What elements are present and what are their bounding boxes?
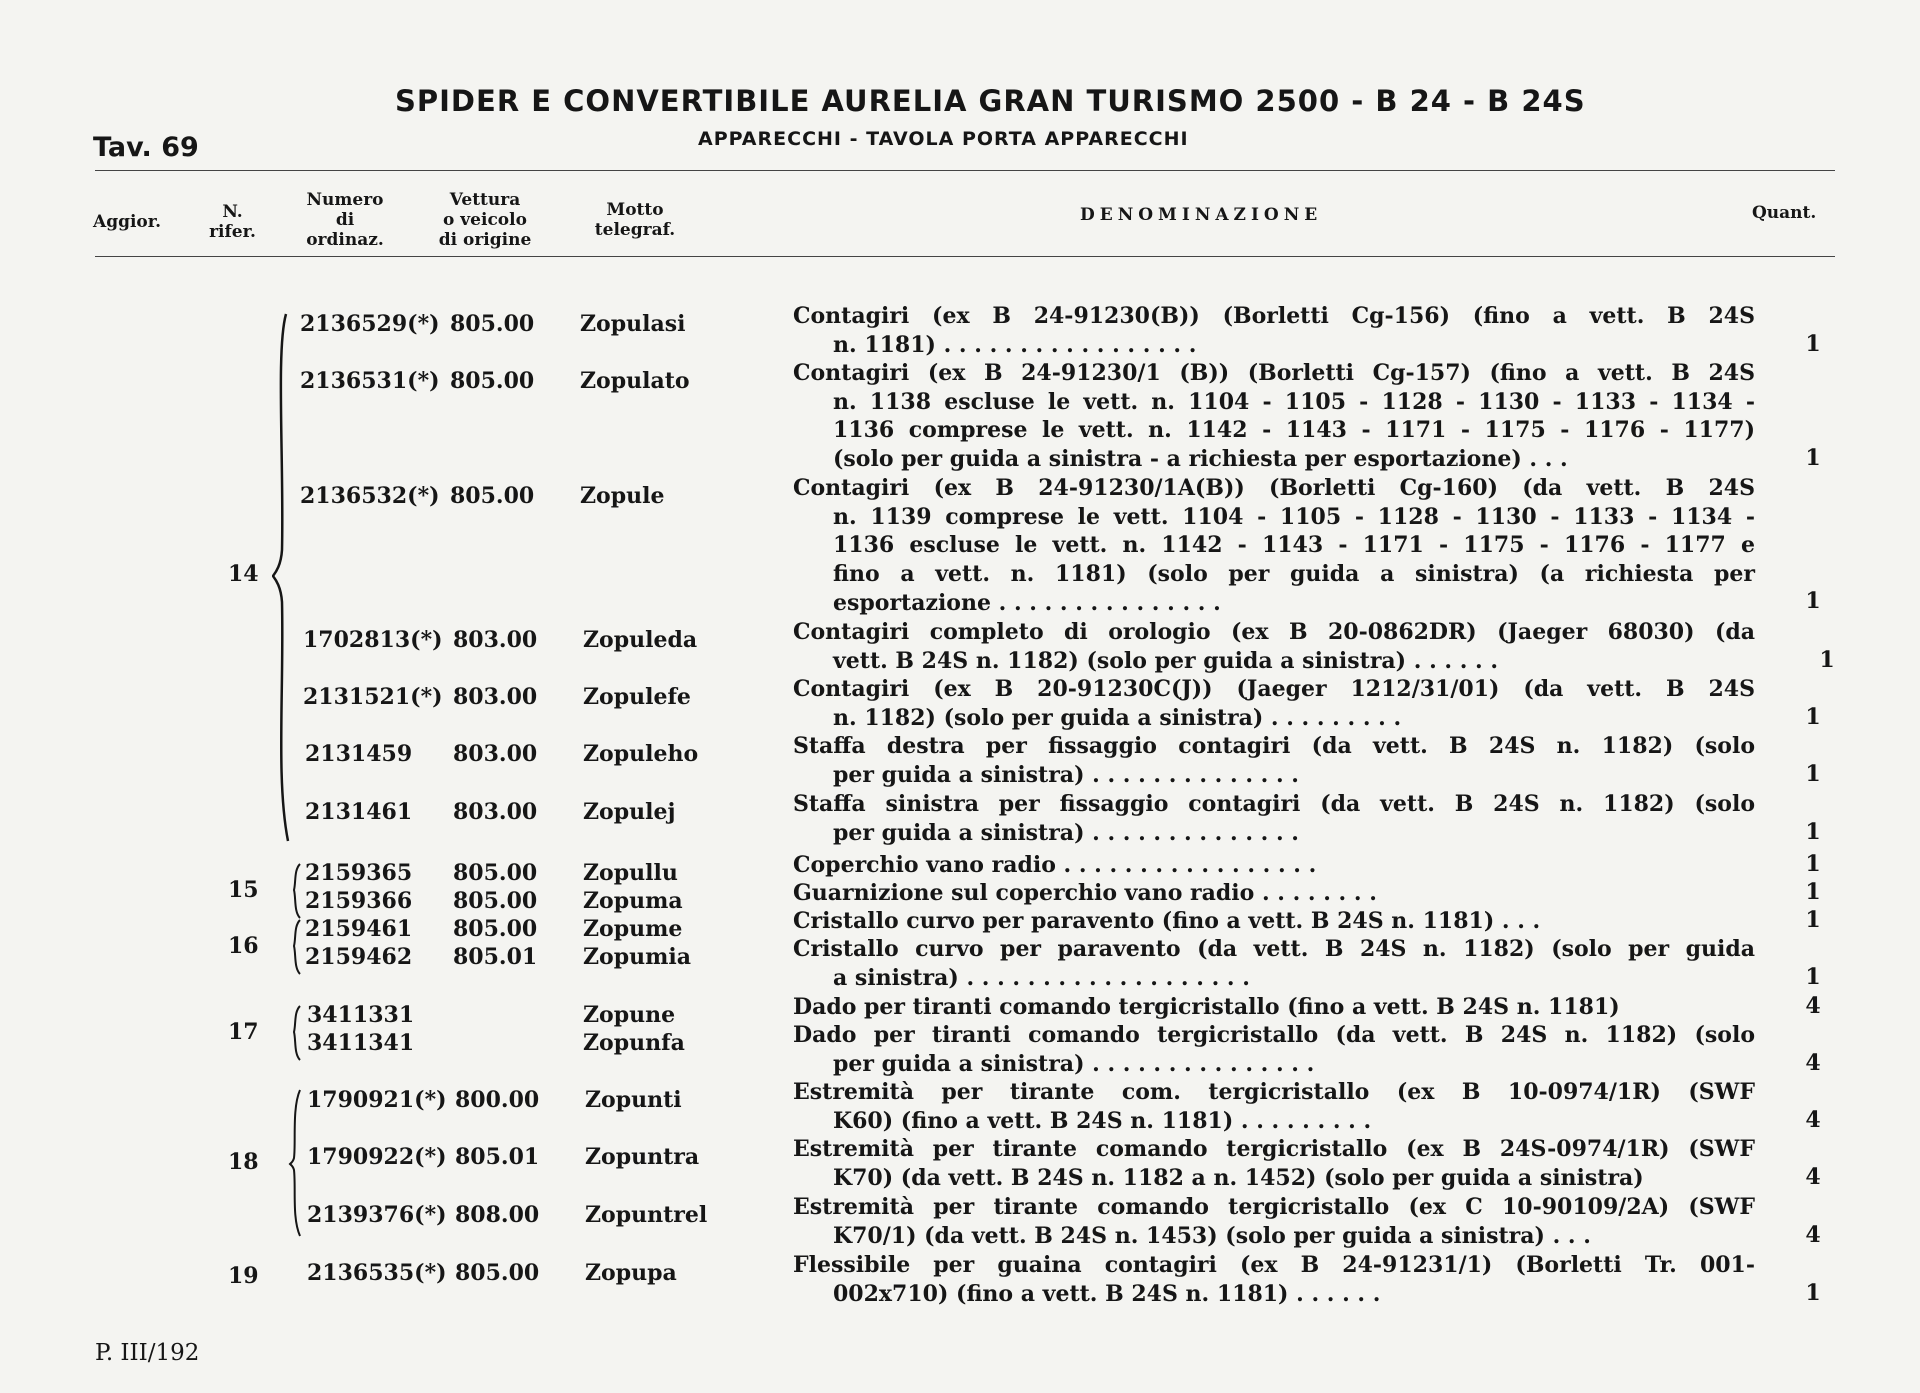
description-line: vett. B 24S n. 1182) (solo per guida a sinistra) . . . . . . [833,647,1498,674]
description-line: n. 1139 comprese le vett. 1104 - 1105 - 1128 - 1130 - 1133 - 1134 - [833,503,1755,530]
description [793,907,1755,936]
description [793,474,1755,618]
description-line: n. 1181) . . . . . . . . . . . . . . . . . [833,331,1197,358]
telegraph-code: Zopuleda [583,627,698,653]
quantity: 1 [1805,445,1821,471]
quantity: 1 [1805,588,1821,614]
telegraph-code: Zopullu [583,860,678,886]
col-header-motto-line: telegraf. [594,220,676,240]
quantity: 1 [1805,1280,1821,1306]
col-header-numero [290,190,400,250]
col-header-motto [575,200,695,240]
telegraph-code: Zopunti [585,1087,682,1113]
description-line: Flessibile per guaina contagiri (ex B 24-91231/1) (Borletti Tr. 001- [793,1252,1755,1278]
quantity: 1 [1805,879,1821,905]
ref-number: 14 [228,561,259,587]
quantity: 1 [1805,819,1821,845]
origin-vehicle: 803.00 [453,799,538,825]
description-line: 002x710) (fino a vett. B 24S n. 1181) . . . . . . [833,1280,1381,1307]
description-line: per guida a sinistra) . . . . . . . . . . . . . . [833,761,1299,788]
telegraph-code: Zopupa [585,1260,677,1286]
description [793,675,1755,732]
description-line: Guarnizione sul coperchio vano radio . . . . . . . . [793,880,1377,906]
description [793,302,1755,359]
description [793,993,1755,1022]
description [793,1135,1755,1192]
quantity: 1 [1805,907,1821,933]
origin-vehicle: 805.00 [450,483,535,509]
telegraph-code: Zopulefe [583,684,691,710]
telegraph-code: Zopulato [580,368,690,394]
origin-vehicle: 805.00 [453,888,538,914]
header-rule [95,256,1835,257]
origin-vehicle: 805.00 [450,368,535,394]
ref-number: 19 [228,1263,259,1289]
description-line: Contagiri (ex B 20-91230C(J)) (Jaeger 1212/31/01) (da vett. B 24S [793,676,1755,702]
description-line: Coperchio vano radio . . . . . . . . . . . . . . . . . [793,852,1317,878]
ref-number: 15 [228,877,259,903]
quantity: 4 [1805,1107,1821,1133]
description-line: Contagiri (ex B 24-91230/1 (B)) (Borletti Cg-157) (fino a vett. B 24S [793,360,1755,386]
telegraph-code: Zopuleho [583,741,699,767]
origin-vehicle: 805.00 [455,1260,540,1286]
group-brace-18 [288,1088,304,1238]
order-number: 2136529(*) [300,311,440,337]
description-line: (solo per guida a sinistra - a richiesta per esportazione) . . . [833,446,1568,473]
col-header-numero-line: Numero [306,190,384,210]
order-number: 2136532(*) [300,483,440,509]
quantity: 4 [1805,993,1821,1019]
description-line: Contagiri (ex B 24-91230(B)) (Borletti Cg-156) (fino a vett. B 24S [793,303,1755,329]
description-line: esportazione . . . . . . . . . . . . . . . [833,589,1221,616]
order-number: 2131521(*) [303,684,443,710]
description-line: fino a vett. n. 1181) (solo per guida a sinistra) (a richiesta per [833,561,1755,588]
ref-number: 17 [228,1019,259,1045]
description-line: Staffa sinistra per fissaggio contagiri (da vett. B 24S n. 1182) (solo [793,791,1755,817]
description [793,359,1755,474]
description-line: 1136 comprese le vett. n. 1142 - 1143 - 1171 - 1175 - 1176 - 1177) [833,417,1755,444]
description-line: Staffa destra per fissaggio contagiri (da vett. B 24S n. 1182) (solo [793,733,1755,759]
telegraph-code: Zopuntra [585,1144,700,1170]
col-header-rifer [200,202,265,242]
description-line: Estremità per tirante comando tergicristallo (ex C 10-90109/2A) (SWF [793,1194,1755,1220]
telegraph-code: Zopule [580,483,665,509]
origin-vehicle: 805.00 [453,860,538,886]
description-line: per guida a sinistra) . . . . . . . . . . . . . . [833,819,1299,846]
description-line: Contagiri completo di orologio (ex B 20-0862DR) (Jaeger 68030) (da [793,619,1755,645]
quantity: 4 [1805,1164,1821,1190]
order-number: 1790921(*) [307,1087,447,1113]
description-line: K70/1) (da vett. B 24S n. 1453) (solo per guida a sinistra) . . . [833,1222,1591,1249]
origin-vehicle: 803.00 [453,627,538,653]
telegraph-code: Zopume [583,916,683,942]
description [793,618,1755,675]
description-line: Dado per tiranti comando tergicristallo (da vett. B 24S n. 1182) (solo [793,1022,1755,1048]
page-title: SPIDER E CONVERTIBILE AURELIA GRAN TURISMO 2500 - B 24 - B 24S [395,84,1586,118]
quantity: 1 [1805,964,1821,990]
col-header-quant: Quant. [1752,203,1817,223]
col-header-denominazione: DENOMINAZIONE [1080,205,1323,225]
telegraph-code: Zopulasi [580,311,686,337]
description-line: K60) (fino a vett. B 24S n. 1181) . . . . . . . . . [833,1107,1372,1134]
origin-vehicle: 805.01 [453,944,538,970]
description [793,790,1755,847]
description-line: a sinistra) . . . . . . . . . . . . . . . . . . . [833,964,1250,991]
group-brace-14 [272,310,302,845]
order-number: 3411341 [307,1030,415,1056]
col-header-vettura-line: Vettura [449,190,521,210]
origin-vehicle: 805.01 [455,1144,540,1170]
top-rule [95,170,1835,171]
description [793,1251,1755,1308]
description [793,732,1755,789]
description [793,935,1755,992]
quantity: 4 [1805,1050,1821,1076]
order-number: 2136531(*) [300,368,440,394]
col-header-rifer-line: rifer. [209,222,256,242]
description-line: Dado per tiranti comando tergicristallo (fino a vett. B 24S n. 1181) [793,994,1620,1020]
telegraph-code: Zopuntrel [585,1202,708,1228]
page-number: P. III/192 [95,1340,200,1366]
quantity: 1 [1805,331,1821,357]
origin-vehicle: 805.00 [453,916,538,942]
col-header-vettura-line: o veicolo [443,210,527,230]
telegraph-code: Zopuma [583,888,683,914]
quantity: 1 [1805,851,1821,877]
origin-vehicle: 808.00 [455,1202,540,1228]
order-number: 1790922(*) [307,1144,447,1170]
telegraph-code: Zopumia [583,944,692,970]
telegraph-code: Zopune [583,1002,676,1028]
origin-vehicle: 803.00 [453,684,538,710]
description [793,1193,1755,1250]
description-line: Estremità per tirante comando tergicristallo (ex B 24S-0974/1R) (SWF [793,1136,1755,1162]
ref-number: 18 [228,1149,259,1175]
group-brace-17 [290,1004,304,1064]
description-line: per guida a sinistra) . . . . . . . . . . . . . . . [833,1050,1315,1077]
origin-vehicle: 805.00 [450,311,535,337]
order-number: 2159365 [305,860,413,886]
order-number: 2131461 [305,799,413,825]
description-line: Estremità per tirante com. tergicristallo (ex B 10-0974/1R) (SWF [793,1079,1755,1105]
group-brace-16 [290,918,304,978]
col-header-vettura [420,190,550,250]
description-line: Cristallo curvo per paravento (da vett. B 24S n. 1182) (solo per guida [793,936,1755,962]
order-number: 1702813(*) [303,627,443,653]
description [793,1078,1755,1135]
order-number: 2159366 [305,888,413,914]
order-number: 2159461 [305,916,413,942]
order-number: 2131459 [305,741,413,767]
description [793,1021,1755,1078]
description-line: n. 1182) (solo per guida a sinistra) . . . . . . . . . [833,704,1402,731]
description-line: 1136 escluse le vett. n. 1142 - 1143 - 1171 - 1175 - 1176 - 1177 e [833,532,1755,559]
telegraph-code: Zopulej [583,799,676,825]
page-subtitle: APPARECCHI - TAVOLA PORTA APPARECCHI [698,128,1189,150]
ref-number: 16 [228,933,259,959]
col-header-motto-line: Motto [606,200,664,220]
order-number: 3411331 [307,1002,415,1028]
quantity: 1 [1805,704,1821,730]
col-header-rifer-line: N. [222,202,243,222]
group-brace-15 [290,862,304,922]
description-line: Contagiri (ex B 24-91230/1A(B)) (Borletti Cg-160) (da vett. B 24S [793,475,1755,501]
telegraph-code: Zopunfa [583,1030,685,1056]
table-number: Tav. 69 [93,132,199,163]
description-line: Cristallo curvo per paravento (fino a vett. B 24S n. 1181) . . . [793,908,1541,934]
order-number: 2159462 [305,944,413,970]
order-number: 2139376(*) [307,1202,447,1228]
description-line: K70) (da vett. B 24S n. 1182 a n. 1452) (solo per guida a sinistra) [833,1164,1644,1191]
quantity: 4 [1805,1222,1821,1248]
col-header-aggior: Aggior. [93,212,162,232]
origin-vehicle: 803.00 [453,741,538,767]
description [793,879,1755,908]
description-line: n. 1138 escluse le vett. n. 1104 - 1105 - 1128 - 1130 - 1133 - 1134 - [833,388,1755,415]
quantity: 1 [1805,761,1821,787]
col-header-numero-line: di [335,210,355,230]
quantity: 1 [1819,647,1835,673]
description [793,851,1755,880]
order-number: 2136535(*) [307,1260,447,1286]
col-header-vettura-line: di origine [438,230,532,250]
col-header-numero-line: ordinaz. [306,230,384,250]
origin-vehicle: 800.00 [455,1087,540,1113]
